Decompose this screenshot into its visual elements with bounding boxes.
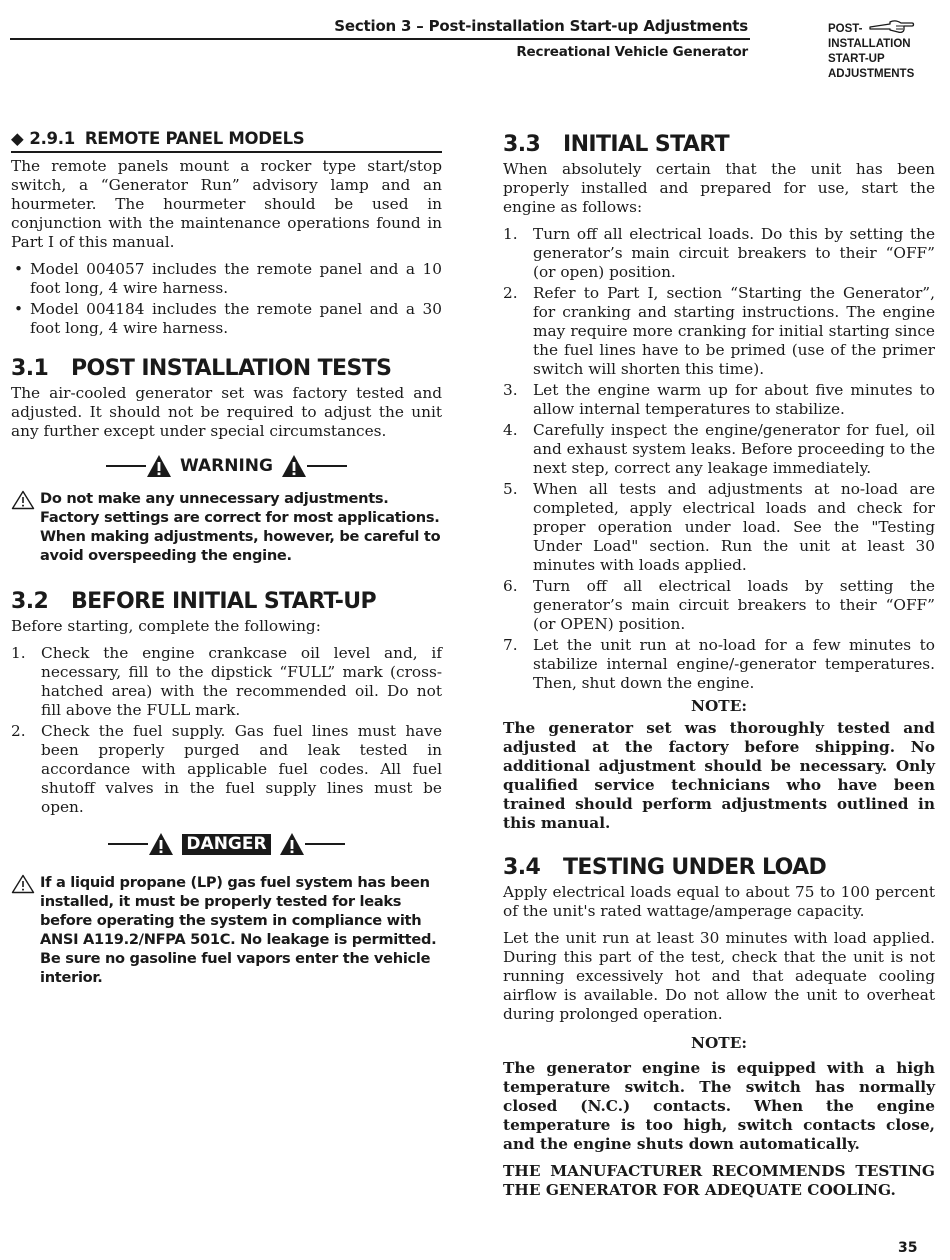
remote-panel-paragraph: The remote panels mount a rocker type start/stop switch, a “Generator Run” advisory lamp and an hourmeter. The hourmeter should be used in conjunction with the maintenance operations found in Part I of this manual. <box>11 157 442 251</box>
initial-start-intro: When absolutely certain that the unit has been properly installed and prepared for use, start the engine as follows: <box>503 160 935 216</box>
section-tab <box>828 22 938 82</box>
list-item: 6. Turn off all electrical loads by setting the generator’s main circuit breakers to their “OFF” (or OPEN) position. <box>503 577 935 633</box>
post-installation-paragraph: The air-cooled generator set was factory tested and adjusted. It should not be required to adjust the unit any further except under special circumstances. <box>11 384 442 440</box>
list-item: 1. Turn off all electrical loads. Do this by setting the generator’s main circuit breakers to their “OFF” (or open) position. <box>503 225 935 281</box>
list-item: 5. When all tests and adjustments at no-load are completed, apply electrical loads and check for proper operation under load. See the "Testing Under Load" section. Run the unit at least 30 minutes with loads applied. <box>503 480 935 574</box>
manufacturer-recommendation: THE MANUFACTURER RECOMMENDS TESTING THE GENERATOR FOR ADEQUATE COOLING. <box>503 1162 935 1199</box>
list-item: 7. Let the unit run at no-load for a few minutes to stabilize internal engine/-generator temperatures. Then, shut down the engine. <box>503 636 935 692</box>
list-item: 2. Check the fuel supply. Gas fuel lines must have been properly purged and leak tested in accordance with applicable fuel codes. All fuel shutoff valves in the fuel supply lines must be open. <box>11 722 442 816</box>
note-label: NOTE: <box>691 1034 747 1052</box>
warning-triangle-icon <box>148 832 174 856</box>
list-item: 4. Carefully inspect the engine/generator for fuel, oil and exhaust system leaks. Before proceeding to the next step, correct any leakage immediately. <box>503 421 935 477</box>
running-header-title: Section 3 – Post-installation Start-up Adjustments <box>334 17 748 35</box>
list-item: 2. Refer to Part I, section “Starting the Generator”, for cranking and starting instructions. The engine may require more cranking for initial starting since the fuel lines have to be primed (use of the primer switch will shorten this time). <box>503 284 935 378</box>
diamond-bullet-icon: ◆ <box>11 129 24 148</box>
note-label: NOTE: <box>691 697 747 715</box>
list-item: • Model 004184 includes the remote panel and a 30 foot long, 4 wire harness. <box>14 300 442 337</box>
heading-3-2: 3.2 BEFORE INITIAL START-UP <box>11 589 377 614</box>
right-column <box>503 128 935 1208</box>
tab-line-4: ADJUSTMENTS <box>828 68 915 80</box>
warning-triangle-icon <box>279 832 305 856</box>
warning-triangle-icon <box>146 454 172 478</box>
warning-triangle-icon <box>281 454 307 478</box>
heading-3-4: 3.4 TESTING UNDER LOAD <box>503 855 827 880</box>
before-start-intro: Before starting, complete the following: <box>11 617 321 635</box>
factory-test-note: The generator set was thoroughly tested and adjusted at the factory before shipping. No additional adjustment should be necessary. Only qualified service technicians who have been trained should perform adjustments outlined in this manual. <box>503 719 935 832</box>
heading-3-1: 3.1 POST INSTALLATION TESTS <box>11 356 392 381</box>
heading-2-9-1 <box>11 128 442 153</box>
warning-label: WARNING <box>180 455 273 476</box>
temperature-switch-note: The generator engine is equipped with a high temperature switch. The switch has normally closed (N.C.) contacts. When the engine temperature is too high, switch contacts close, and the engine shuts down automatically. <box>503 1059 935 1153</box>
warning-signal <box>11 453 442 479</box>
pointing-hand-icon <box>868 18 916 41</box>
heading-title: REMOTE PANEL MODELS <box>84 129 305 148</box>
heading-3-3: 3.3 INITIAL START <box>503 132 730 157</box>
warning-message: Do not make any unnecessary adjustments. Factory settings are correct for most applications. When making adjustments, however, be careful to avoid overspeeding the engine. <box>11 489 442 565</box>
list-item: 1. Check the engine crankcase oil level and, if necessary, fill to the dipstick “FULL” mark (cross-hatched area) with the recommended oil. Do not fill above the FULL mark. <box>11 644 442 719</box>
header-rule <box>10 38 750 40</box>
prestart-steps <box>11 644 442 817</box>
tab-line-1: POST- <box>828 23 863 35</box>
load-paragraph-1: Apply electrical loads equal to about 75 to 100 percent of the unit's rated wattage/amperage capacity. <box>503 883 935 920</box>
running-header-subtitle: Recreational Vehicle Generator <box>516 44 748 60</box>
initial-start-steps <box>503 225 935 693</box>
model-list <box>11 260 442 338</box>
list-item: 3. Let the engine warm up for about five minutes to allow internal temperatures to stabilize. <box>503 381 935 418</box>
danger-signal <box>11 831 442 857</box>
list-item: • Model 004057 includes the remote panel and a 10 foot long, 4 wire harness. <box>14 260 442 297</box>
tab-line-3: START-UP <box>828 53 885 65</box>
page-number: 35 <box>898 1240 918 1256</box>
danger-message: If a liquid propane (LP) gas fuel system has been installed, it must be properly tested for leaks before operating the system in compliance with ANSI A119.2/NFPA 501C. No leakage is permitted. Be sure no gasoline fuel vapors enter the vehicle interior. <box>11 873 442 987</box>
heading-number: 2.9.1 <box>29 129 75 148</box>
alert-outline-icon <box>11 874 35 894</box>
load-paragraph-2: Let the unit run at least 30 minutes with load applied. During this part of the test, check that the unit is not running excessively hot and that adequate cooling airflow is available. Do not allow the unit to overheat during prolonged operation. <box>503 929 935 1023</box>
left-column <box>11 128 442 995</box>
tab-line-2: INSTALLATION <box>828 38 911 50</box>
danger-label: DANGER <box>182 834 270 855</box>
alert-outline-icon <box>11 490 35 510</box>
